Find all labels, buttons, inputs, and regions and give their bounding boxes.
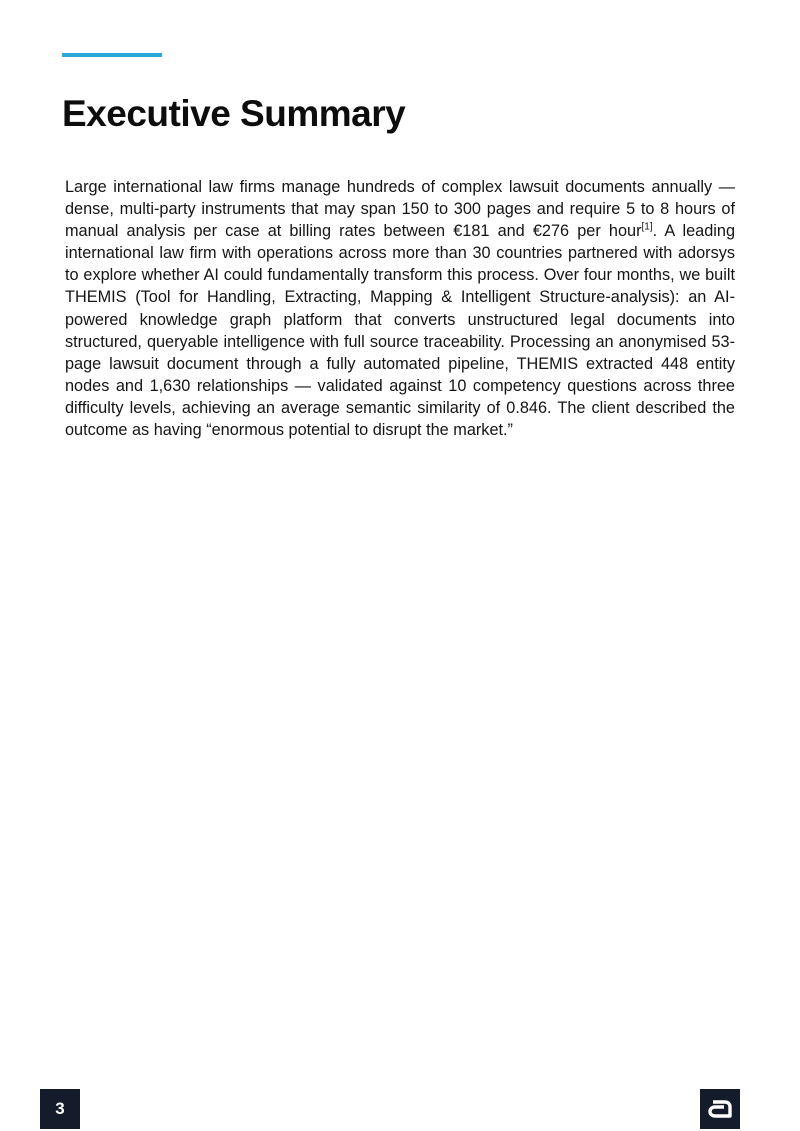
adorsys-logo-icon [707, 1098, 733, 1120]
adorsys-logo [700, 1089, 740, 1129]
page-number: 3 [55, 1099, 65, 1118]
accent-bar [62, 53, 162, 57]
summary-text-part-2: . A leading international law firm with operations across more than 30 countries partnered with adorsys to explore whether AI could fundamentally transform this process. Over four months, we built THEMIS (Tool for Handling, Extracting, Mapping & Intelligent Structure-analysis): an AI-powered knowledge graph platform that converts unstructured legal documents into structured, queryable intelligence with full source traceability. Processing an anonymised 53-page lawsuit document through a fully automated pipeline, THEMIS extracted 448 entity nodes and 1,630 relationships — validated against 10 competency questions across three difficulty levels, achieving an average semantic similarity of 0.846. The client described the outcome as having “enormous potential to disrupt the market.” [65, 222, 735, 440]
summary-text-part-1: Large international law firms manage hundreds of complex lawsuit documents annually — dense, multi-party instruments that may span 150 to 300 pages and require 5 to 8 hours of manual analysis per case at billing rates between €181 and €276 per hour [65, 178, 735, 241]
executive-summary-paragraph [65, 176, 735, 441]
page-number-badge [40, 1089, 80, 1129]
footnote-marker[interactable]: [1] [641, 221, 653, 233]
page-title: Executive Summary [62, 93, 406, 134]
